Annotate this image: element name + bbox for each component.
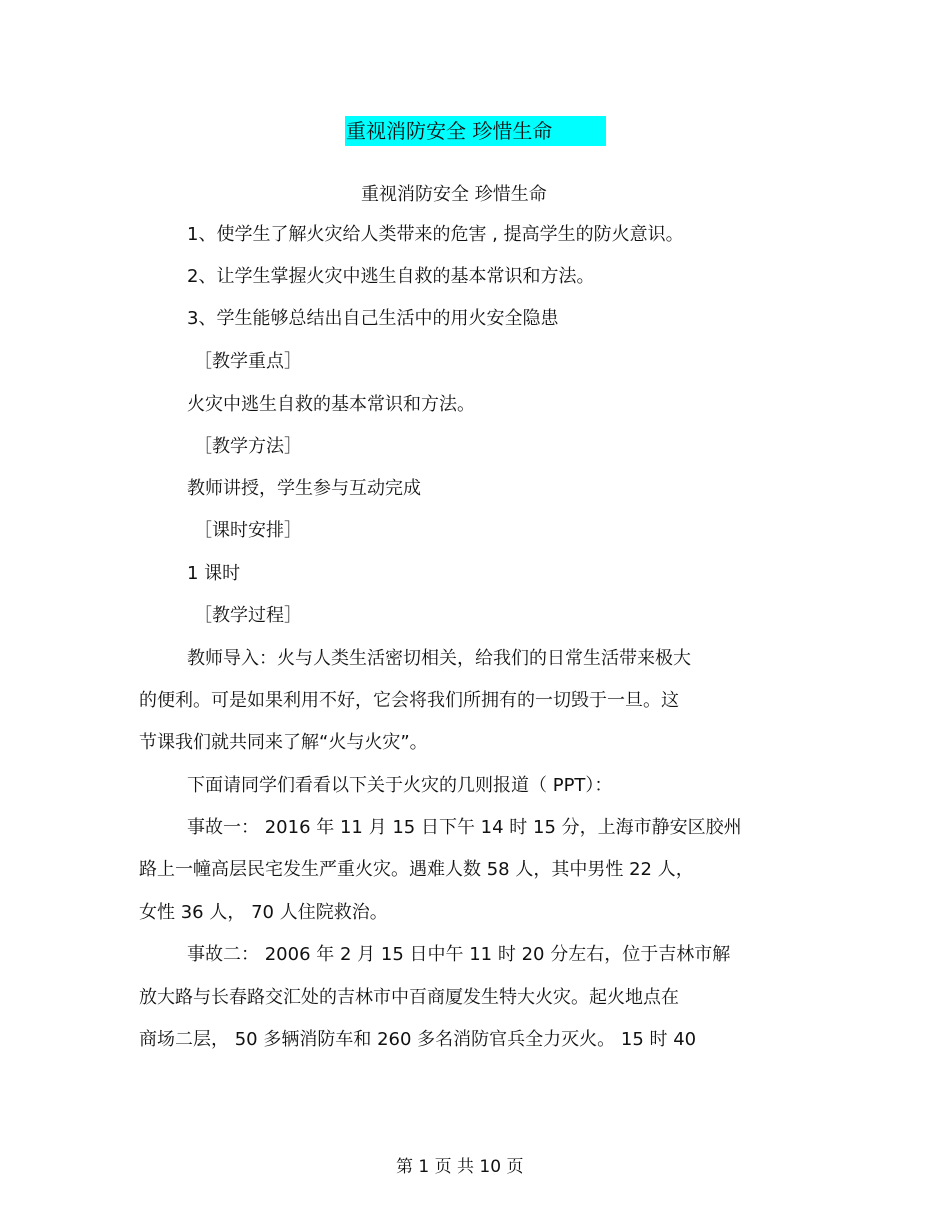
objective-2: 2、让学生掌握火灾中逃生自救的基本常识和方法。 xyxy=(187,266,595,287)
report-intro: 下面请同学们看看以下关于火灾的几则报道（ PPT）： xyxy=(187,775,613,796)
section-heading-key-point: ［教学重点］ xyxy=(194,351,302,372)
document-subtitle: 重视消防安全 珍惜生命 xyxy=(361,184,547,205)
accident-2-line-3: 商场二层， 50 多辆消防车和 260 多名消防官兵全力灭火。 15 时 40 xyxy=(139,1029,697,1050)
accident-2-line-2: 放大路与长春路交汇处的吉林市中百商厦发生特大火灾。起火地点在 xyxy=(139,987,679,1008)
intro-paragraph-line-1: 教师导入：火与人类生活密切相关，给我们的日常生活带来极大 xyxy=(187,648,691,669)
accident-2-line-1: 事故二： 2006 年 2 月 15 日中午 11 时 20 分左右，位于吉林市解 xyxy=(187,944,731,965)
section-heading-schedule: ［课时安排］ xyxy=(194,520,302,541)
accident-1-line-1: 事故一： 2016 年 11 月 15 日下午 14 时 15 分，上海市静安区胶州 xyxy=(187,817,742,838)
page-footer: 第 1 页 共 10 页 xyxy=(396,1157,524,1177)
schedule-text: 1 课时 xyxy=(187,563,241,584)
accident-1-line-2: 路上一幢高层民宅发生严重火灾。遇难人数 58 人，其中男性 22 人， xyxy=(139,859,694,880)
key-point-text: 火灾中逃生自救的基本常识和方法。 xyxy=(187,394,475,415)
section-heading-process: ［教学过程］ xyxy=(194,605,302,626)
intro-paragraph-line-3: 节课我们就共同来了解“火与火灾”。 xyxy=(139,732,428,753)
accident-1-line-3: 女性 36 人， 70 人住院救治。 xyxy=(139,902,388,923)
intro-paragraph-line-2: 的便利。可是如果利用不好，它会将我们所拥有的一切毁于一旦。这 xyxy=(139,690,679,711)
section-heading-method: ［教学方法］ xyxy=(194,436,302,457)
document-title: 重视消防安全 珍惜生命 xyxy=(345,116,606,146)
objective-3: 3、学生能够总结出自己生活中的用火安全隐患 xyxy=(187,308,559,329)
method-text: 教师讲授，学生参与互动完成 xyxy=(187,478,421,499)
objective-1: 1、使学生了解火灾给人类带来的危害 , 提高学生的防火意识。 xyxy=(187,224,684,245)
